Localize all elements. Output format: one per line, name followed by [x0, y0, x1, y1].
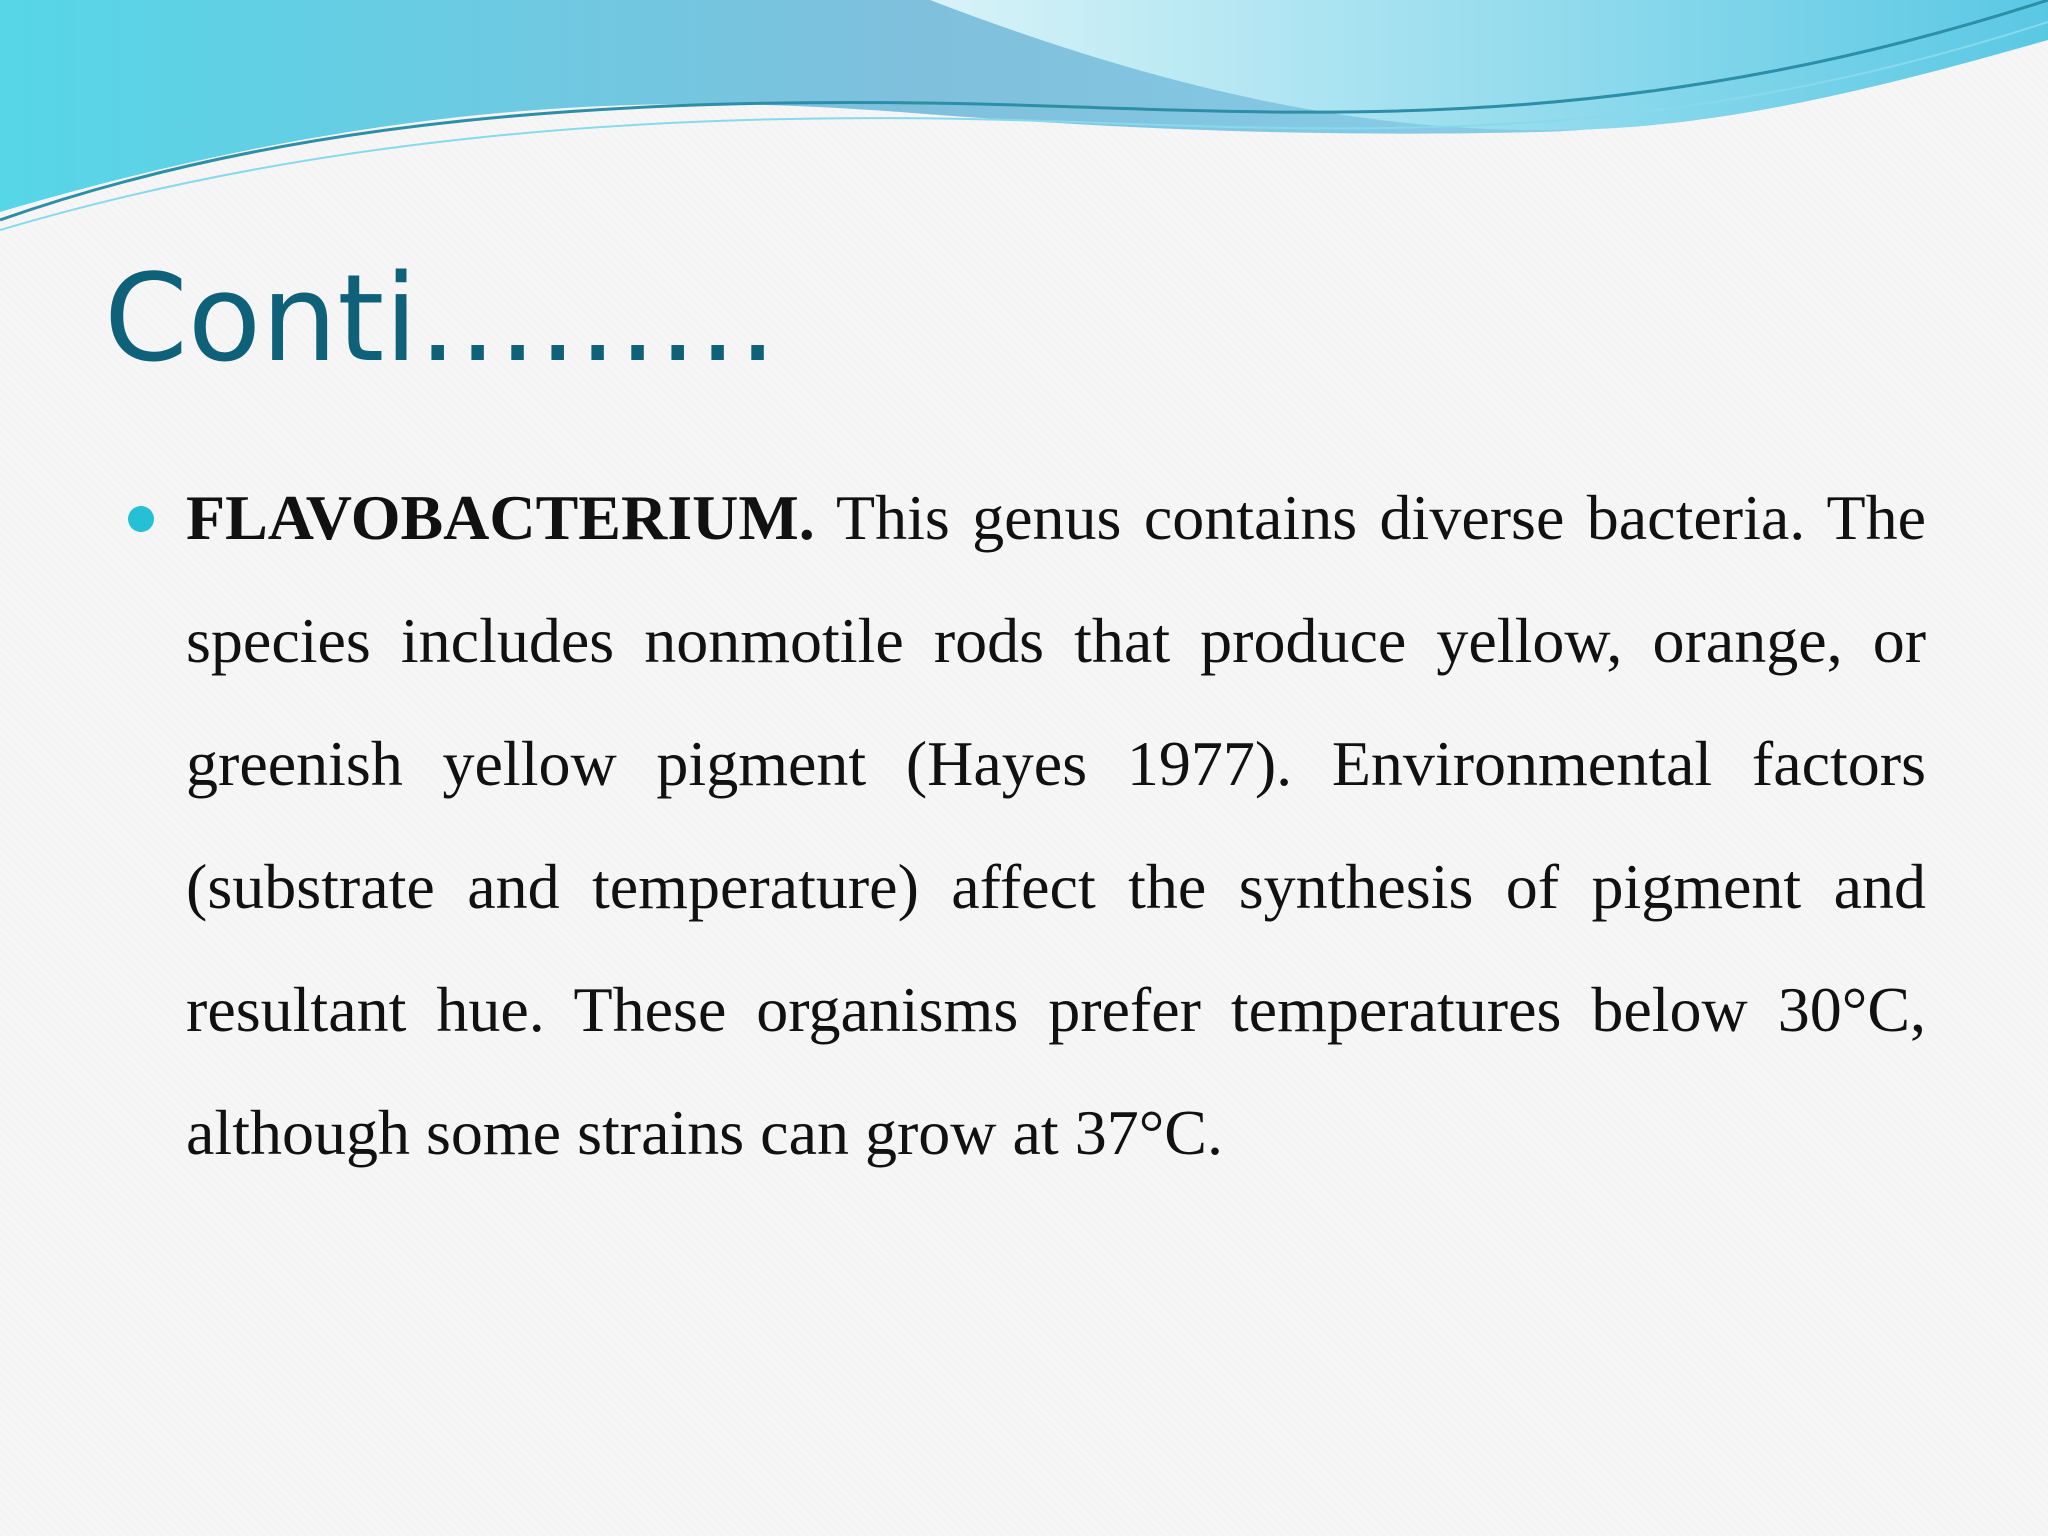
bullet-dot-icon — [128, 506, 154, 532]
slide-content-list — [126, 456, 1926, 1194]
slide-title: Conti……… — [104, 250, 778, 389]
bullet-text: This genus contains diverse bacteria. The species includes nonmotile rods that produce yellow, orange, or greenish yellow pigment (Hayes 1977). Environmental factors (substrate and temperature) affect the synthesis of pigment and resultant hue. These organisms prefer temperatures below 30°C, although some strains can grow at 37°C. — [186, 482, 1927, 1168]
bullet-term: FLAVOBACTERIUM. — [186, 482, 815, 553]
bullet-item-flavobacterium — [126, 456, 1926, 1194]
header-wave-decoration — [0, 0, 2048, 260]
